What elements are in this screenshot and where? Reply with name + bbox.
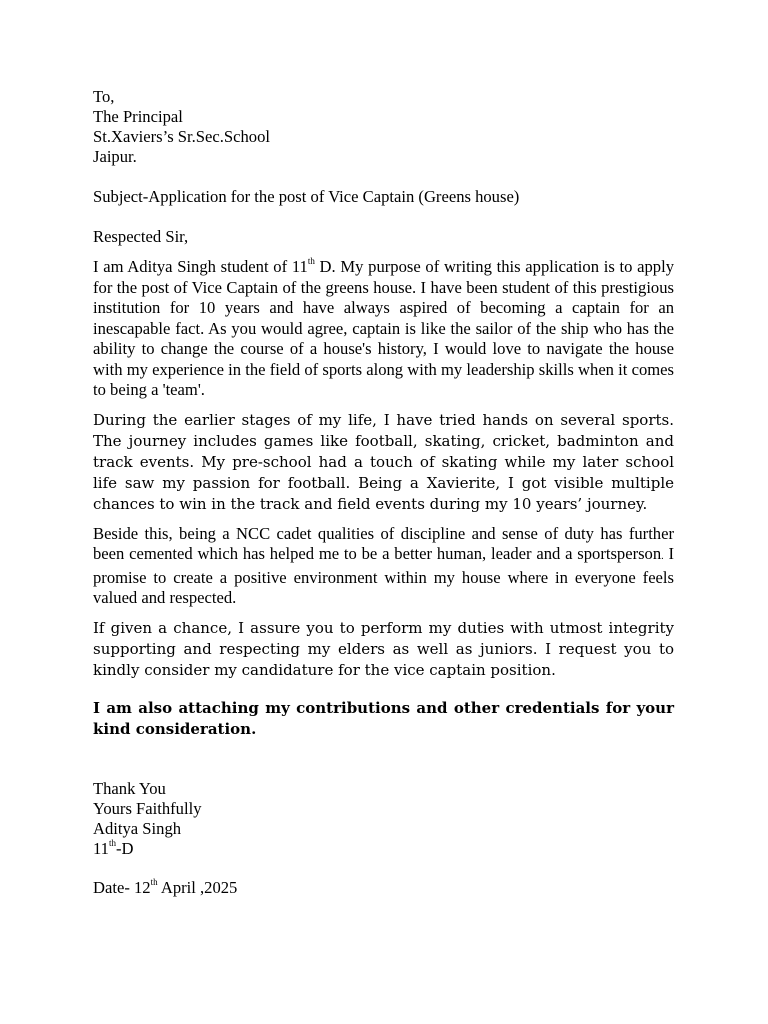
- paragraph-request: If given a chance, I assure you to perform my duties with utmost integrity supporting and respecting my elders as well as juniors. I request you to kindly consider my candidature for the vice captain position.: [93, 618, 674, 679]
- date-text: [93, 878, 674, 898]
- paragraph-1-superscript: th: [307, 256, 315, 267]
- paragraph-3-part-2: I promise to create a positive environment within my house where in everyone feels valued and respected.: [93, 544, 674, 607]
- paragraph-1-rest: D. My purpose of writing this application is to apply for the post of Vice Captain of the greens house. I have been student of this prestigious institution for 10 years and have always aspired of becoming a captain for an inescapable fact. As you would agree, captain is like the sailor of the ship who has the ability to change the course of a house's history, I would love to navigate the house with my experience in the field of sports along with my leadership skills when it comes to being a 'team'.: [93, 257, 674, 399]
- closing-yours: Yours Faithfully: [93, 798, 202, 818]
- closing-name: Aditya Singh: [93, 818, 182, 838]
- paragraph-introduction: [93, 257, 674, 401]
- paragraph-3-part-1: Beside this, being a NCC cadet qualities of discipline and sense of duty has further been cemented which has helped me to be a better human, leader and a sportsperson: [93, 523, 674, 563]
- date-superscript: th: [150, 876, 158, 887]
- closing-class-number: 11: [93, 838, 109, 858]
- date-prefix: Date- 12: [93, 877, 151, 897]
- paragraph-attachments: I am also attaching my contributions and other credentials for your kind consideration.: [93, 698, 674, 738]
- closing-thanks: Thank You: [93, 778, 166, 798]
- closing-block: [93, 779, 674, 859]
- subject-line: [93, 187, 674, 207]
- date-suffix: April ,2025: [157, 877, 238, 897]
- paragraph-sports-history: During the earlier stages of my life, I have tried hands on several sports. The journey includes games like football, skating, cricket, badminton and track events. My pre-school had a touch of skating while my later school life saw my passion for football. Being a Xavierite, I got visible multiple chances to win in the track and field events during my 10 years’ journey.: [93, 410, 674, 513]
- closing-class-section: -D: [116, 838, 134, 858]
- closing-class-superscript: th: [108, 837, 116, 848]
- address-recipient: The Principal: [93, 107, 183, 126]
- address-city: Jaipur.: [93, 147, 137, 166]
- salutation-text: Respected Sir,: [93, 227, 189, 246]
- paragraph-3-dot: .: [661, 551, 664, 562]
- letter-page: [93, 87, 674, 898]
- subject-text: Subject-Application for the post of Vice Captain (Greens house): [93, 187, 520, 206]
- salutation: [93, 227, 674, 247]
- address-to: To,: [93, 87, 115, 106]
- paragraph-1-start: I am Aditya Singh student of 11: [93, 257, 308, 276]
- address-school: St.Xaviers’s Sr.Sec.School: [93, 127, 270, 146]
- closing-class: [93, 839, 674, 859]
- date-line: [93, 878, 674, 898]
- paragraph-ncc: [93, 524, 674, 609]
- address-block: [93, 87, 674, 167]
